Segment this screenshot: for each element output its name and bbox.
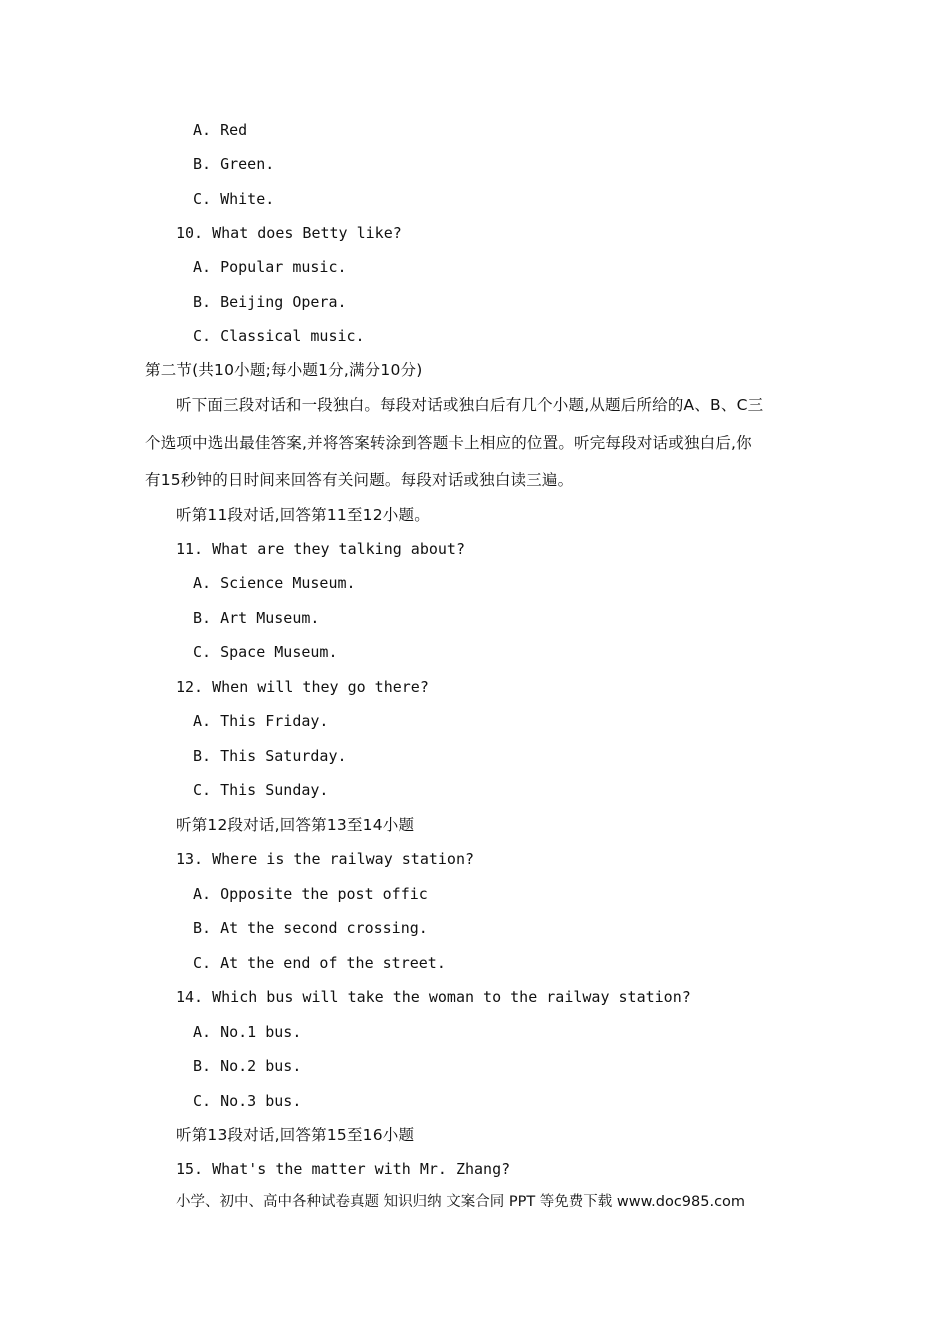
q11-option-a: A. Science Museum. (193, 574, 356, 592)
q14-option-c: C. No.3 bus. (193, 1092, 302, 1110)
q9-option-c: C. White. (193, 190, 275, 208)
q9-option-a: A. Red (193, 121, 248, 139)
q12-option-b: B. This Saturday. (193, 747, 347, 765)
section2-instruction-line-1: 听下面三段对话和一段独白。每段对话或独白后有几个小题,从题后所给的A、B、C三 (176, 396, 764, 414)
q14-question: 14. Which bus will take the woman to the railway station? (176, 988, 691, 1006)
q10-option-b: B. Beijing Opera. (193, 293, 347, 311)
q12-option-a: A. This Friday. (193, 712, 329, 730)
dialog12-note: 听第12段对话,回答第13至14小题 (176, 816, 415, 834)
q10-option-a: A. Popular music. (193, 258, 347, 276)
q10-question: 10. What does Betty like? (176, 224, 402, 242)
q13-option-c: C. At the end of the street. (193, 954, 446, 972)
page-footer: 小学、初中、高中各种试卷真题 知识归纳 文案合同 PPT 等免费下载 www.doc985.com (176, 1194, 746, 1210)
q13-option-b: B. At the second crossing. (193, 919, 428, 937)
q15-question: 15. What's the matter with Mr. Zhang? (176, 1160, 511, 1178)
q11-question: 11. What are they talking about? (176, 540, 465, 558)
q10-option-c: C. Classical music. (193, 327, 365, 345)
dialog13-note: 听第13段对话,回答第15至16小题 (176, 1126, 415, 1144)
section2-instruction-line-2: 个选项中选出最佳答案,并将答案转涂到答题卡上相应的位置。听完每段对话或独白后,你 (145, 434, 752, 452)
q9-option-b: B. Green. (193, 155, 275, 173)
q11-option-b: B. Art Museum. (193, 609, 320, 627)
section2-heading: 第二节(共10小题;每小题1分,满分10分) (145, 361, 423, 379)
q14-option-a: A. No.1 bus. (193, 1023, 302, 1041)
q11-option-c: C. Space Museum. (193, 643, 338, 661)
section2-instruction-line-3: 有15秒钟的日时间来回答有关问题。每段对话或独白读三遍。 (145, 471, 574, 489)
dialog11-note: 听第11段对话,回答第11至12小题。 (176, 506, 430, 524)
q12-option-c: C. This Sunday. (193, 781, 329, 799)
q13-option-a: A. Opposite the post offic (193, 885, 428, 903)
q13-question: 13. Where is the railway station? (176, 850, 475, 868)
q14-option-b: B. No.2 bus. (193, 1057, 302, 1075)
q12-question: 12. When will they go there? (176, 678, 429, 696)
